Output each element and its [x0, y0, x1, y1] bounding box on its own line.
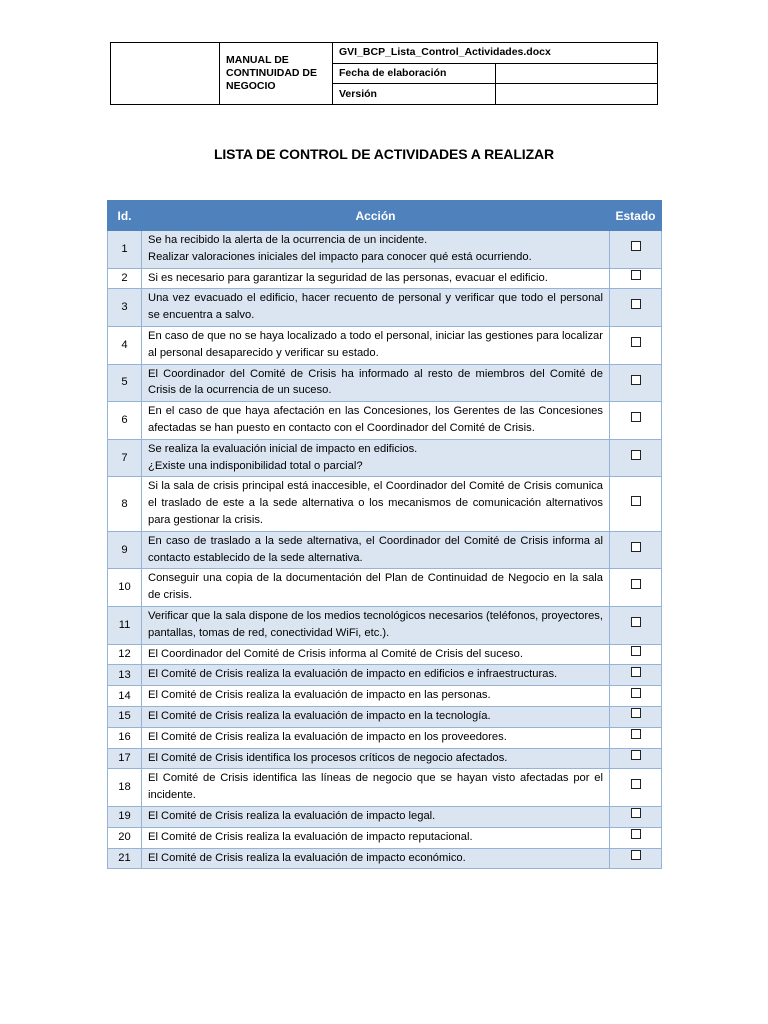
row-accion [142, 606, 610, 644]
logo-cell [111, 43, 220, 105]
status-checkbox[interactable] [631, 412, 641, 422]
row-id: 16 [108, 727, 142, 748]
row-accion [142, 439, 610, 477]
accion-text: Se ha recibido la alerta de la ocurrencia de un incidente. [148, 234, 428, 246]
row-id: 3 [108, 289, 142, 327]
status-checkbox[interactable] [631, 667, 641, 677]
accion-text: En el caso de que haya afectación en las Concesiones, los Gerentes de las Concesiones afectadas se han puesto en contacto con el Coordinador del Comité de Crisis. [148, 405, 603, 434]
row-accion [142, 644, 610, 665]
row-estado [610, 686, 662, 707]
table-row [108, 806, 662, 827]
row-estado [610, 606, 662, 644]
page-title: LISTA DE CONTROL DE ACTIVIDADES A REALIZAR [213, 146, 555, 162]
row-id: 5 [108, 364, 142, 402]
row-accion [142, 531, 610, 569]
status-checkbox[interactable] [631, 750, 641, 760]
manual-title: MANUAL DE CONTINUIDAD DE NEGOCIO [220, 43, 333, 105]
table-row [108, 531, 662, 569]
table-row [108, 644, 662, 665]
accion-text: El Comité de Crisis realiza la evaluación de impacto en la tecnología. [148, 709, 491, 722]
status-checkbox[interactable] [631, 708, 641, 718]
table-row [108, 665, 662, 686]
accion-text: El Comité de Crisis realiza la evaluación de impacto en los proveedores. [148, 730, 507, 743]
row-estado [610, 326, 662, 364]
row-id: 20 [108, 827, 142, 848]
table-header-row [108, 201, 662, 231]
table-row [108, 326, 662, 364]
table-row [108, 848, 662, 869]
row-estado [610, 848, 662, 869]
row-accion [142, 289, 610, 327]
row-accion [142, 806, 610, 827]
row-estado [610, 231, 662, 269]
table-row [108, 748, 662, 769]
status-checkbox[interactable] [631, 646, 641, 656]
row-id: 18 [108, 769, 142, 807]
row-id: 6 [108, 402, 142, 440]
table-row [108, 477, 662, 531]
row-id: 14 [108, 686, 142, 707]
checklist-table [107, 200, 662, 869]
row-estado [610, 644, 662, 665]
table-row [108, 686, 662, 707]
row-estado [610, 569, 662, 607]
status-checkbox[interactable] [631, 729, 641, 739]
row-accion [142, 848, 610, 869]
row-id: 12 [108, 644, 142, 665]
status-checkbox[interactable] [631, 829, 641, 839]
table-row [108, 268, 662, 289]
row-id: 10 [108, 569, 142, 607]
row-accion [142, 748, 610, 769]
status-checkbox[interactable] [631, 850, 641, 860]
row-accion [142, 268, 610, 289]
row-id: 21 [108, 848, 142, 869]
accion-text: El Comité de Crisis identifica las líneas de negocio que se hayan visto afectadas por el incidente. [148, 772, 603, 802]
column-header-accion: Acción [142, 201, 610, 231]
status-checkbox[interactable] [631, 808, 641, 818]
accion-text: El Comité de Crisis realiza la evaluación de impacto en edificios e infraestructuras. [148, 668, 558, 681]
row-id: 17 [108, 748, 142, 769]
row-accion [142, 686, 610, 707]
table-row [108, 606, 662, 644]
row-id: 11 [108, 606, 142, 644]
accion-text: El Coordinador del Comité de Crisis ha informado al resto de miembros del Comité de Crisis de la ocurrencia de un suceso. [148, 367, 603, 397]
row-estado [610, 477, 662, 531]
row-accion [142, 231, 610, 269]
accion-text: El Comité de Crisis realiza la evaluación de impacto reputacional. [148, 830, 473, 843]
row-id: 15 [108, 706, 142, 727]
accion-text: El Comité de Crisis realiza la evaluación de impacto en las personas. [148, 689, 491, 702]
column-header-id: Id. [108, 201, 142, 231]
row-estado [610, 827, 662, 848]
status-checkbox[interactable] [631, 688, 641, 698]
row-estado [610, 806, 662, 827]
row-id: 7 [108, 439, 142, 477]
column-header-estado: Estado [610, 201, 662, 231]
status-checkbox[interactable] [631, 375, 641, 385]
version-value [495, 84, 658, 105]
row-estado [610, 289, 662, 327]
status-checkbox[interactable] [631, 617, 641, 627]
accion-text: Se realiza la evaluación inicial de impacto en edificios. [148, 442, 418, 455]
row-accion [142, 364, 610, 402]
row-id: 13 [108, 665, 142, 686]
row-estado [610, 769, 662, 807]
accion-text: En caso de que no se haya localizado a todo el personal, iniciar las gestiones para localizar al personal desaparecido y verificar su estado. [148, 329, 603, 359]
row-estado [610, 665, 662, 686]
accion-text: Una vez evacuado el edificio, hacer recuento de personal y verificar que todo el personal se encuentra a salvo. [148, 292, 603, 322]
accion-text: El Coordinador del Comité de Crisis informa al Comité de Crisis del suceso. [148, 647, 523, 660]
row-estado [610, 727, 662, 748]
status-checkbox[interactable] [631, 450, 641, 460]
status-checkbox[interactable] [631, 270, 641, 280]
accion-text: En caso de traslado a la sede alternativa, el Coordinador del Comité de Crisis informa al contacto establecido de la sede alternativa. [148, 534, 603, 564]
table-row [108, 769, 662, 807]
row-estado [610, 748, 662, 769]
table-row [108, 706, 662, 727]
row-estado [610, 364, 662, 402]
table-row [108, 231, 662, 269]
table-row [108, 439, 662, 477]
row-estado [610, 706, 662, 727]
accion-text: Conseguir una copia de la documentación del Plan de Continuidad de Negocio en la sala de crisis. [148, 572, 603, 602]
row-accion [142, 727, 610, 748]
document-header [110, 42, 658, 105]
table-row [108, 827, 662, 848]
accion-text: ¿Existe una indisponibilidad total o parcial? [148, 459, 363, 472]
document-filename: GVI_BCP_Lista_Control_Actividades.docx [333, 43, 658, 64]
row-estado [610, 268, 662, 289]
row-accion [142, 569, 610, 607]
row-accion [142, 769, 610, 807]
row-id: 8 [108, 477, 142, 531]
row-accion [142, 477, 610, 531]
status-checkbox[interactable] [631, 496, 641, 506]
row-accion [142, 706, 610, 727]
status-checkbox[interactable] [631, 542, 641, 552]
row-id: 4 [108, 326, 142, 364]
status-checkbox[interactable] [631, 337, 641, 347]
table-row [108, 402, 662, 440]
table-row [108, 364, 662, 402]
status-checkbox[interactable] [631, 579, 641, 589]
status-checkbox[interactable] [631, 779, 641, 789]
row-estado [610, 402, 662, 440]
accion-text: Si es necesario para garantizar la seguridad de las personas, evacuar el edificio. [148, 271, 548, 284]
row-id: 19 [108, 806, 142, 827]
table-row [108, 727, 662, 748]
accion-text: El Comité de Crisis identifica los procesos críticos de negocio afectados. [148, 751, 508, 764]
row-accion [142, 827, 610, 848]
status-checkbox[interactable] [631, 299, 641, 309]
accion-text: Si la sala de crisis principal está inaccesible, el Coordinador del Comité de Crisis comunica el traslado de este a la sede alternativa o los mecanismos de comunicación alternativos para gestionar la crisis. [148, 480, 603, 526]
row-estado [610, 531, 662, 569]
accion-text: El Comité de Crisis realiza la evaluación de impacto económico. [148, 851, 466, 864]
fecha-label: Fecha de elaboración [333, 63, 496, 84]
table-row [108, 569, 662, 607]
accion-text: Realizar valoraciones iniciales del impacto para conocer qué está ocurriendo. [148, 250, 532, 263]
row-accion [142, 665, 610, 686]
row-estado [610, 439, 662, 477]
accion-text: El Comité de Crisis realiza la evaluación de impacto legal. [148, 809, 436, 822]
row-id: 9 [108, 531, 142, 569]
row-id: 1 [108, 231, 142, 269]
row-accion [142, 402, 610, 440]
status-checkbox[interactable] [631, 241, 641, 251]
row-id: 2 [108, 268, 142, 289]
fecha-value [495, 63, 658, 84]
checklist-body [108, 231, 662, 869]
row-accion [142, 326, 610, 364]
table-row [108, 289, 662, 327]
version-label: Versión [333, 84, 496, 105]
accion-text: Verificar que la sala dispone de los medios tecnológicos necesarios (teléfonos, proyectores, pantallas, tomas de red, conectividad WiFi, etc.). [148, 609, 603, 639]
